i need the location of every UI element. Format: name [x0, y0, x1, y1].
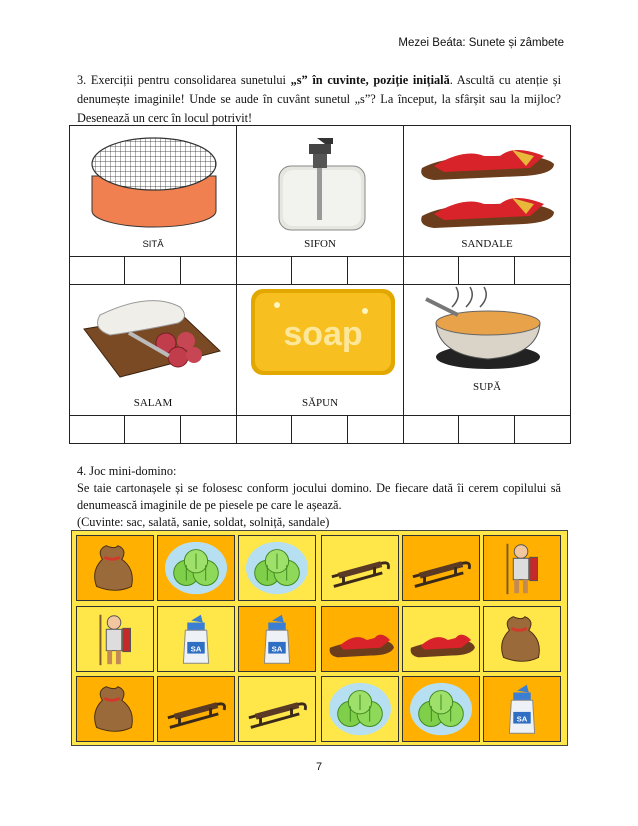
- page-number: 7: [315, 761, 323, 773]
- answer-box[interactable]: [125, 257, 181, 285]
- answer-box[interactable]: [237, 257, 292, 285]
- svg-text:SA: SA: [271, 644, 283, 654]
- domino-tile-solnita: [238, 606, 316, 672]
- sled-icon: [249, 702, 306, 727]
- domino-tile-sanie: [402, 535, 480, 601]
- label-supa: SUPĂ: [472, 381, 502, 393]
- answer-box[interactable]: [181, 416, 237, 444]
- domino-board: [71, 530, 568, 746]
- page-header: Mezei Beáta: Sunete și zâmbete: [398, 37, 564, 49]
- lettuce-icon: [165, 542, 227, 594]
- label-sandale: SANDALE: [461, 238, 513, 250]
- sieve-icon: [70, 126, 236, 256]
- salami-icon: [70, 285, 236, 415]
- sled-icon: [168, 702, 225, 727]
- soldier-icon: [100, 615, 130, 665]
- picture-cell-sapun: [237, 285, 404, 416]
- answer-box[interactable]: [459, 416, 515, 444]
- answer-box[interactable]: [125, 416, 181, 444]
- domino-tile-sanie: [238, 676, 316, 742]
- answer-box[interactable]: [70, 416, 125, 444]
- sled-icon: [332, 561, 389, 586]
- exercise-3-bold: „s” în cuvinte, poziție inițială: [290, 73, 450, 87]
- domino-tile-sanie: [157, 676, 235, 742]
- answer-box[interactable]: [459, 257, 515, 285]
- salt-shaker-icon: [264, 615, 289, 663]
- domino-tile-soldat: [76, 606, 154, 672]
- domino-tile-salata: [157, 535, 235, 601]
- exercise-3-instructions: [77, 71, 561, 128]
- domino-tile-sandale: [402, 606, 480, 672]
- domino-tile-sac: [483, 606, 561, 672]
- exercise-4-title: 4. Joc mini-domino:: [77, 464, 177, 478]
- answer-box[interactable]: [515, 416, 571, 444]
- domino-tile-solnita: [157, 606, 235, 672]
- sandal-icon: [411, 635, 475, 658]
- picture-cell-salam: [70, 285, 237, 416]
- answer-box[interactable]: [292, 257, 348, 285]
- sound-position-table: [69, 125, 571, 444]
- sandals-icon: [404, 126, 571, 256]
- picture-cell-sifon: [237, 126, 404, 257]
- answer-box[interactable]: [181, 257, 237, 285]
- salt-shaker-icon: [509, 685, 534, 733]
- answer-box[interactable]: [515, 257, 571, 285]
- domino-tile-salata: [402, 676, 480, 742]
- sandal-icon: [330, 635, 394, 658]
- label-sita: SITĂ: [142, 239, 164, 250]
- sled-icon: [413, 561, 470, 586]
- answer-box[interactable]: [404, 416, 459, 444]
- picture-cell-sandale: [404, 126, 571, 257]
- lettuce-icon: [410, 683, 472, 735]
- sack-icon: [95, 687, 133, 732]
- domino-tile-sandale: [321, 606, 399, 672]
- soap-dispenser-icon: [237, 126, 404, 256]
- soldier-icon: [507, 544, 537, 594]
- soup-bowl-icon: [404, 285, 571, 415]
- domino-tile-soldat: [483, 535, 561, 601]
- exercise-4-line1: Se taie cartonașele și se folosesc conform jocului domino. De fiecare dată îi cerem copilului să denumească imaginile de pe piesele pe care le așează.: [77, 481, 561, 512]
- answer-box[interactable]: [348, 257, 404, 285]
- answer-box[interactable]: [348, 416, 404, 444]
- domino-tile-sac: [76, 676, 154, 742]
- salt-shaker-icon: [183, 615, 208, 663]
- answer-box[interactable]: [292, 416, 348, 444]
- domino-tile-salata: [238, 535, 316, 601]
- svg-text:SA: SA: [516, 714, 528, 724]
- domino-tile-salata: [321, 676, 399, 742]
- svg-text:SA: SA: [190, 644, 202, 654]
- picture-cell-supa: [404, 285, 571, 416]
- domino-tile-sac: [76, 535, 154, 601]
- exercise-3-text-a: Exerciții pentru consolidarea sunetului: [90, 73, 286, 87]
- exercise-4-line2: (Cuvinte: sac, salată, sanie, soldat, solniță, sandale): [77, 515, 330, 529]
- domino-tile-sanie: [321, 535, 399, 601]
- picture-cell-sita: [70, 126, 237, 257]
- label-sapun: SĂPUN: [301, 397, 339, 409]
- lettuce-icon: [246, 542, 308, 594]
- sack-icon: [502, 617, 540, 662]
- domino-tile-solnita: [483, 676, 561, 742]
- lettuce-icon: [329, 683, 391, 735]
- exercise-3-text-b: . Ascultă cu atenție și denumește imaginile! Unde se aude în cuvânt sunetul „s”? La început, la sfârșit sau la mijloc? Desenează un cerc în locul potrivit!: [77, 73, 561, 125]
- answer-box[interactable]: [237, 416, 292, 444]
- label-sifon: SIFON: [304, 238, 336, 250]
- answer-box[interactable]: [70, 257, 125, 285]
- soap-text: soap: [283, 315, 363, 353]
- exercise-4-instructions: [77, 463, 561, 531]
- soap-bar-icon: [237, 285, 404, 415]
- sack-icon: [95, 546, 133, 591]
- exercise-3-number: 3.: [77, 73, 87, 87]
- answer-box[interactable]: [404, 257, 459, 285]
- label-salam: SALAM: [133, 397, 173, 409]
